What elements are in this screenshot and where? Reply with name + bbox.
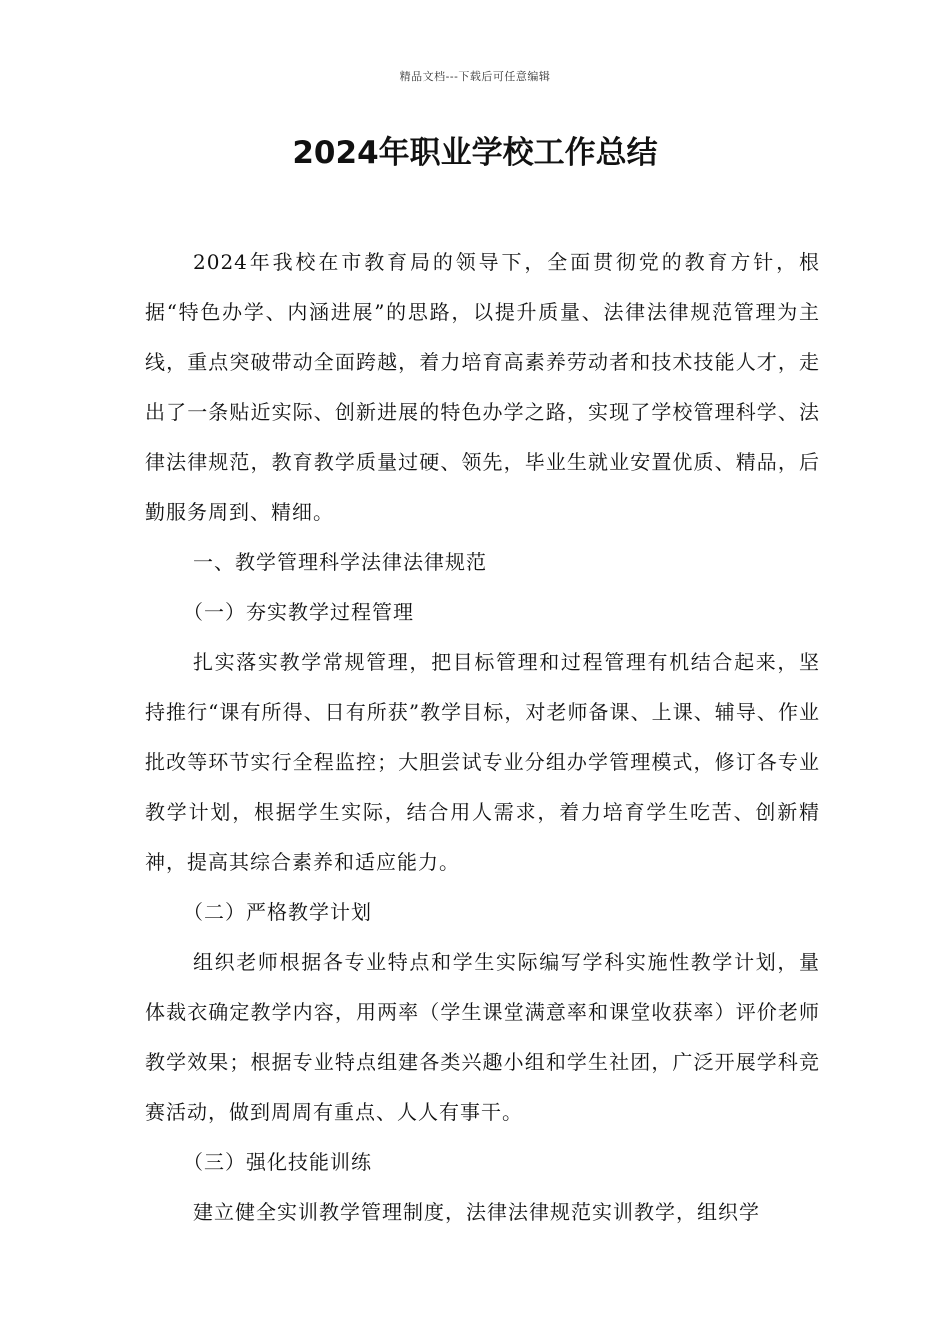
- page-header-watermark: 精品文档---下载后可任意编辑: [399, 70, 551, 83]
- subsection-paragraph-skill-training: 建立健全实训教学管理制度，法律法律规范实训教学，组织学: [193, 1200, 760, 1224]
- subsection-heading-process-management: （一）夯实教学过程管理: [183, 600, 414, 624]
- document-title: 2024年职业学校工作总结: [292, 135, 658, 171]
- intro-paragraph: 2024年我校在市教育局的领导下，全面贯彻党的教育方针，根据“特色办学、内涵进展”的思路，以提升质量、法律法律规范管理为主线，重点突破带动全面跨越，着力培育高素养劳动者和技术技能人才，走出了一条贴近实际、创新进展的特色办学之路，实现了学校管理科学、法律法律规范，教育教学质量过硬、领先，毕业生就业安置优质、精品，后勤服务周到、精细。: [145, 250, 820, 524]
- subsection-heading-skill-training: （三）强化技能训练: [183, 1150, 372, 1174]
- section-heading-teaching-management: 一、教学管理科学法律法律规范: [193, 550, 487, 574]
- document-body: [145, 237, 820, 1237]
- subsection-paragraph-teaching-plan: 组织老师根据各专业特点和学生实际编写学科实施性教学计划，量体裁衣确定教学内容，用两率（学生课堂满意率和课堂收获率）评价老师教学效果；根据专业特点组建各类兴趣小组和学生社团，广泛开展学科竞赛活动，做到周周有重点、人人有事干。: [145, 950, 820, 1124]
- subsection-paragraph-process-management: 扎实落实教学常规管理，把目标管理和过程管理有机结合起来，坚持推行“课有所得、日有所获”教学目标，对老师备课、上课、辅导、作业批改等环节实行全程监控；大胆尝试专业分组办学管理模式，修订各专业教学计划，根据学生实际，结合用人需求，着力培育学生吃苦、创新精神，提高其综合素养和适应能力。: [145, 650, 820, 874]
- subsection-heading-teaching-plan: （二）严格教学计划: [183, 900, 372, 924]
